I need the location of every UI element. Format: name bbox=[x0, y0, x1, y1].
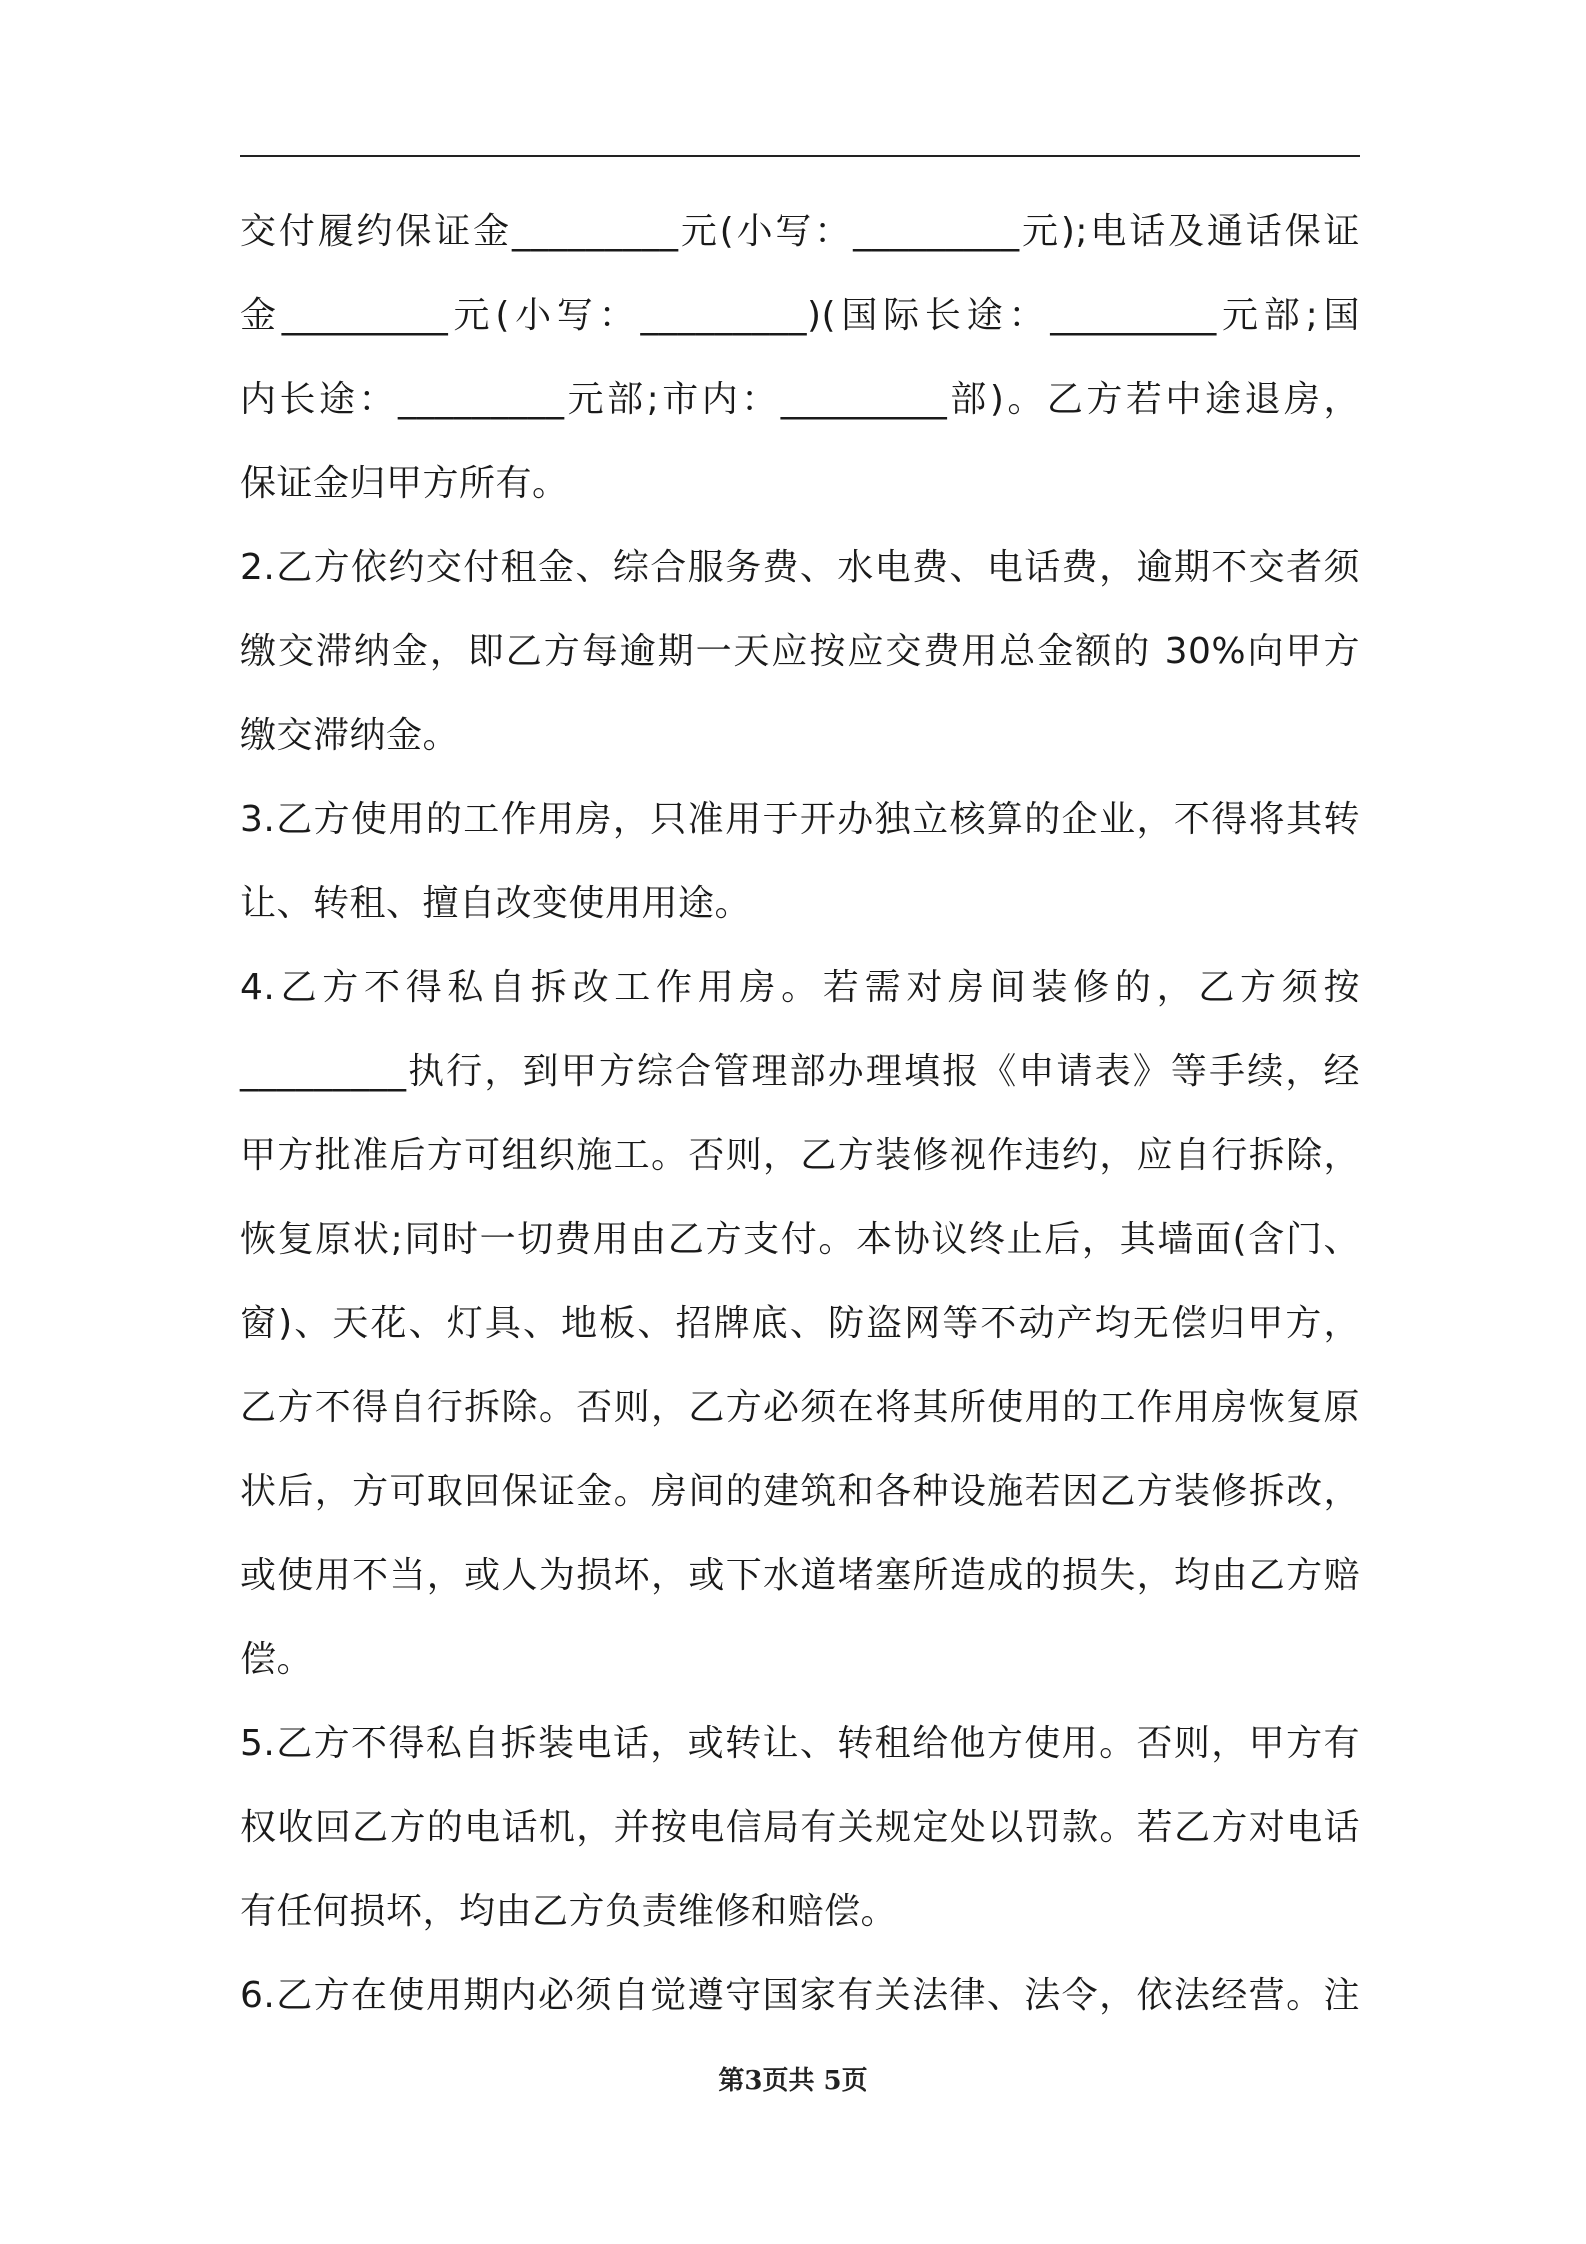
paragraph-clause-3 bbox=[240, 778, 1360, 946]
paragraph-deposit bbox=[240, 190, 1360, 526]
text-line: 交付履约保证金_________元(小写：_________元);电话及通话保证 bbox=[240, 211, 1360, 252]
text-line: _________执行，到甲方综合管理部办理填报《申请表》等手续，经 bbox=[240, 1051, 1360, 1092]
header-rule bbox=[240, 155, 1360, 157]
text-line: 缴交滞纳金。 bbox=[240, 715, 460, 756]
text-line: 甲方批准后方可组织施工。否则，乙方装修视作违约，应自行拆除， bbox=[240, 1135, 1360, 1176]
text-line: 缴交滞纳金，即乙方每逾期一天应按应交费用总金额的 30%向甲方 bbox=[240, 631, 1360, 672]
text-line: 偿。 bbox=[240, 1639, 314, 1680]
text-line: 保证金归甲方所有。 bbox=[240, 463, 569, 504]
paragraph-clause-2 bbox=[240, 526, 1360, 778]
text-line: 窗)、天花、灯具、地板、招牌底、防盗网等不动产均无偿归甲方， bbox=[240, 1303, 1360, 1344]
text-line: 内长途：_________元部;市内：_________部)。乙方若中途退房， bbox=[240, 379, 1360, 420]
text-line: 恢复原状;同时一切费用由乙方支付。本协议终止后，其墙面(含门、 bbox=[240, 1219, 1360, 1260]
paragraph-clause-6 bbox=[240, 1954, 1360, 2038]
text-line: 乙方不得自行拆除。否则，乙方必须在将其所使用的工作用房恢复原 bbox=[240, 1387, 1360, 1428]
paragraph-clause-4 bbox=[240, 946, 1360, 1702]
text-line: 4.乙方不得私自拆改工作用房。若需对房间装修的，乙方须按 bbox=[240, 967, 1360, 1008]
text-line: 2.乙方依约交付租金、综合服务费、水电费、电话费，逾期不交者须 bbox=[240, 547, 1360, 588]
text-line: 5.乙方不得私自拆装电话，或转让、转租给他方使用。否则，甲方有 bbox=[240, 1723, 1360, 1764]
text-line: 3.乙方使用的工作用房，只准用于开办独立核算的企业，不得将其转 bbox=[240, 799, 1360, 840]
paragraph-clause-5 bbox=[240, 1702, 1360, 1954]
text-line: 6.乙方在使用期内必须自觉遵守国家有关法律、法令，依法经营。注 bbox=[240, 1975, 1360, 2016]
text-line: 或使用不当，或人为损坏，或下水道堵塞所造成的损失，均由乙方赔 bbox=[240, 1555, 1360, 1596]
text-line: 权收回乙方的电话机，并按电信局有关规定处以罚款。若乙方对电话 bbox=[240, 1807, 1360, 1848]
page-number: 第3页共 5页 bbox=[718, 2066, 868, 2096]
text-line: 让、转租、擅自改变使用用途。 bbox=[240, 883, 752, 924]
text-line: 金_________元(小写：_________)(国际长途：_________元部;国 bbox=[240, 295, 1360, 336]
document-body bbox=[240, 190, 1360, 2038]
text-line: 状后，方可取回保证金。房间的建筑和各种设施若因乙方装修拆改， bbox=[240, 1471, 1360, 1512]
text-line: 有任何损坏，均由乙方负责维修和赔偿。 bbox=[240, 1891, 898, 1932]
